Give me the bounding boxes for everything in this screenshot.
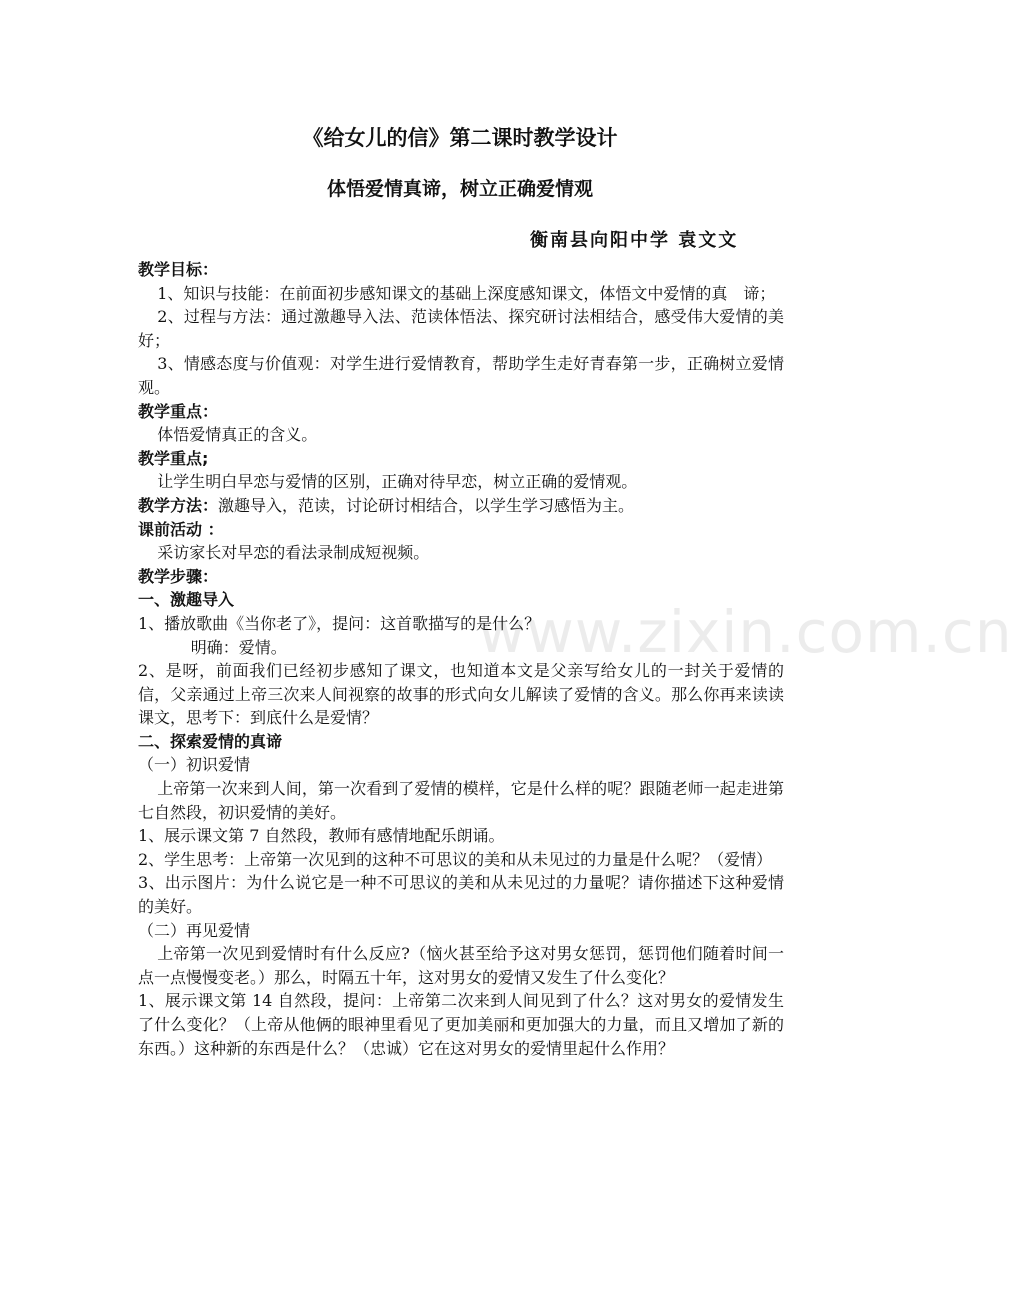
document-subtitle: 体悟爱情真谛，树立正确爱情观 <box>326 178 593 200</box>
document-body <box>138 258 784 1060</box>
watermark: www.zixin.com.cn <box>478 598 1013 666</box>
subsection-1-paragraph-4: 3、出示图片：为什么说它是一种不可思议的美和从未见过的力量呢？请你描述下这种爱情的美好。 <box>138 873 784 917</box>
goal-2: 2、过程与方法：通过激趣导入法、范读体悟法、探究研讨法相结合，感受伟大爱情的美好； <box>138 307 784 350</box>
difficult-point-text: 让学生明白早恋与爱情的区别，正确对待早恋，树立正确的爱情观。 <box>157 472 638 492</box>
subsection-1-heading: （一）初识爱情 <box>138 755 251 775</box>
subsection-1-paragraph-1: 上帝第一次来到人间，第一次看到了爱情的模样，它是什么样的呢？跟随老师一起走进第七自然段，初识爱情的美好。 <box>138 779 784 822</box>
section-2-heading: 二、探索爱情的真谛 <box>138 731 283 751</box>
section-1-paragraph-1: 1、播放歌曲《当你老了》，提问：这首歌描写的是什么？ <box>138 613 541 633</box>
method-heading: 教学方法： <box>138 495 219 515</box>
document-title: 《给女儿的信》第二课时教学设计 <box>302 126 618 150</box>
subsection-2-paragraph-2: 1、展示课文第 14 自然段，提问：上帝第二次来到人间见到了什么？这对男女的爱情发生了什么变化？（上帝从他俩的眼神里看见了更加美丽和更加强大的力量，而且又增加了新的东西。）这种新的东西是什么？（忠诚）它在这对男女的爱情里起什么作用？ <box>138 991 784 1058</box>
section-1-heading: 一、激趣导入 <box>138 590 235 610</box>
steps-heading: 教学步骤： <box>138 566 219 586</box>
subsection-1-paragraph-3: 2、学生思考：上帝第一次见到的这种不可思议的美和从未见过的力量是什么呢？（爱情） <box>138 849 773 869</box>
goal-1: 1、知识与技能：在前面初步感知课文的基础上深度感知课文，体悟文中爱情的真 谛； <box>157 283 776 303</box>
author-line: 衡南县向阳中学 袁文文 <box>530 230 739 251</box>
section-1-paragraph-2: 明确：爱情。 <box>190 637 287 657</box>
pre-class-heading: 课前活动 ： <box>138 519 224 539</box>
section-1-paragraph-3: 2、是呀，前面我们已经初步感知了课文，也知道本文是父亲写给女儿的一封关于爱情的信，父亲通过上帝三次来人间视察的故事的形式向女儿解读了爱情的含义。那么你再来读读课文，思考下：到底什么是爱情？ <box>138 661 784 728</box>
subsection-2-heading: （二）再见爱情 <box>138 920 251 940</box>
key-point-heading: 教学重点： <box>138 401 219 421</box>
subsection-1-paragraph-2: 1、展示课文第 7 自然段，教师有感情地配乐朗诵。 <box>138 826 505 846</box>
difficult-point-heading: 教学重点; <box>138 448 209 468</box>
goal-3: 3、情感态度与价值观：对学生进行爱情教育，帮助学生走好青春第一步，正确树立爱情观。 <box>138 354 784 397</box>
subsection-2-paragraph-1: 上帝第一次见到爱情时有什么反应?（恼火甚至给予这对男女惩罚，惩罚他们随着时间一点一点慢慢变老。）那么，时隔五十年，这对男女的爱情又发生了什么变化？ <box>138 944 784 987</box>
key-point-text: 体悟爱情真正的含义。 <box>157 425 318 445</box>
goals-heading: 教学目标： <box>138 260 219 279</box>
method-paragraph <box>138 494 784 518</box>
method-text: 激趣导入，范读，讨论研讨相结合，以学生学习感悟为主。 <box>218 495 635 515</box>
pre-class-text: 采访家长对早恋的看法录制成短视频。 <box>157 543 430 563</box>
